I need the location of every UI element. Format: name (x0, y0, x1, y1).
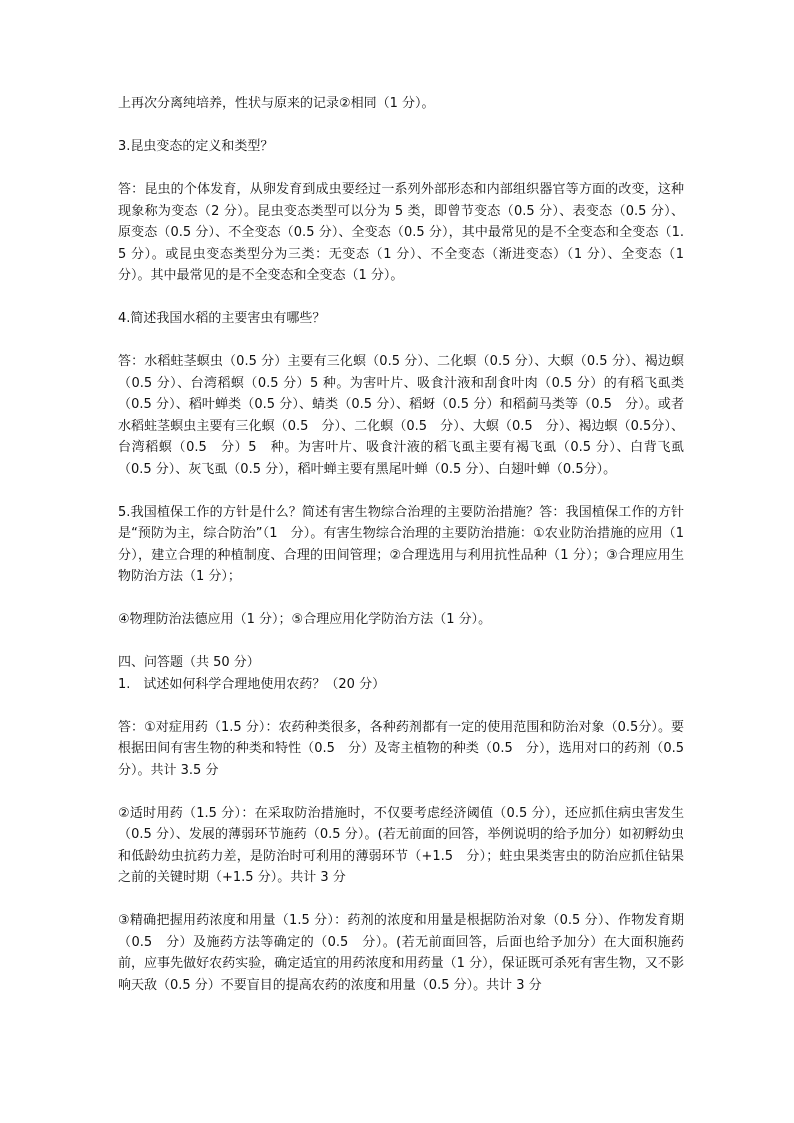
question-5-continuation: ④物理防治法德应用（1 分）；⑤合理应用化学防治方法（1 分）。 (118, 612, 492, 627)
paragraph-continuation: 上再次分离纯培养，性状与原来的记录②相同（1 分）。 (118, 96, 435, 111)
section-4-answer-part-1: 答：①对症用药（1.5 分）：农药种类很多，各种药剂都有一定的使用范围和防治对象（0.5分）。要根据田间有害生物的种类和特性（0.5 分）及寄主植物的种类（0.5 分），选用对口的药剂（0.5 分）。共计 3.5 分 (118, 719, 684, 778)
question-3-title: 3.昆虫变态的定义和类型？ (118, 139, 274, 154)
document-body (118, 93, 684, 996)
section-4-heading: 四、问答题（共 50 分） (118, 655, 260, 670)
section-4-answer-part-2: ②适时用药（1.5 分）：在采取防治措施时，不仅要考虑经济阈值（0.5 分），还应抓住病虫害发生（0.5 分）、发展的薄弱环节施药（0.5 分）。(若无前面的回答，举例说明的给予加分）如初孵幼虫和低龄幼虫抗药力差，是防治时可利用的薄弱环节（+1.5 分）；蛀虫果类害虫的防治应抓住钻果之前的关键时期（+1.5 分）。共计 3 分 (118, 805, 684, 885)
question-3-answer: 答：昆虫的个体发育，从卵发育到成虫要经过一系列外部形态和内部组织器官等方面的改变，这种现象称为变态（2 分）。昆虫变态类型可以分为 5 类，即曾节变态（0.5 分）、表变态（0.5 分）、原变态（0.5 分）、不全变态（0.5 分）、全变态（0.5 分），其中最常见的是不全变态和全变态（1.5 分）。或昆虫变态类型分为三类：无变态（1 分）、不全变态（渐进变态）（1 分）、全变态（1 分）。其中最常见的是不全变态和全变态（1 分）。 (118, 182, 684, 283)
question-5-text: 5.我国植保工作的方针是什么？简述有害生物综合治理的主要防治措施？答：我国植保工作的方针是“预防为主，综合防治”（1 分）。有害生物综合治理的主要防治措施：①农业防治措施的应用（1 分），建立合理的种植制度、合理的田间管理；②合理选用与利用抗性品种（1 分）；③合理应用生物防治方法（1 分）； (118, 504, 684, 584)
section-4-answer-part-3: ③精确把握用药浓度和用量（1.5 分）：药剂的浓度和用量是根据防治对象（0.5 分）、作物发育期（0.5 分）及施药方法等确定的（0.5 分）。(若无前面回答，后面也给予加分）在大面积施药前，应事先做好农药实验，确定适宜的用药浓度和用药量（1 分），保证既可杀死有害生物，又不影响天敌（0.5 分）不要盲目的提高农药的浓度和用量（0.5 分）。共计 3 分 (118, 913, 684, 993)
question-4-answer: 答：水稻蛀茎螟虫（0.5 分）主要有三化螟（0.5 分）、二化螟（0.5 分）、大螟（0.5 分）、褐边螟（0.5 分）、台湾稻螟（0.5 分）5 种。为害叶片、吸食汁液和刮食叶肉（0.5 分）的有稻飞虱类（0.5 分）、稻叶蝉类（0.5 分）、蜻类（0.5 分）、稻蚜（0.5 分）和稻蓟马类等（0.5 分）。或者水稻蛀茎螟虫主要有三化螟（0.5 分）、二化螟（0.5 分）、大螟（0.5 分）、褐边螟（0.5分）、台湾稻螟（0.5 分）5 种。为害叶片、吸食汁液的稻飞虱主要有褐飞虱（0.5 分）、白背飞虱（0.5 分）、灰飞虱（0.5 分），稻叶蝉主要有黑尾叶蝉（0.5 分）、白翅叶蝉（0.5分）。 (118, 354, 684, 477)
section-4-question-1-title: 1. 试述如何科学合理地使用农药？（20 分） (118, 676, 386, 692)
question-4-title: 4.简述我国水稻的主要害虫有哪些？ (118, 311, 326, 326)
